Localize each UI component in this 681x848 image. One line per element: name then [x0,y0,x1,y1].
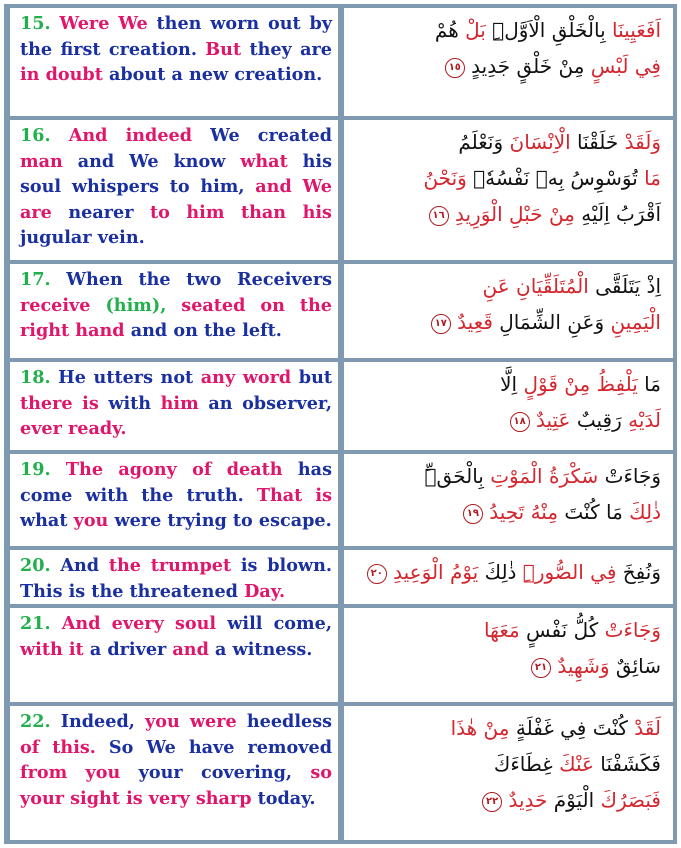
translation-segment: the trumpet [108,555,241,576]
arabic-segment: لَدَيْهِ [621,408,661,432]
translation-segment: And every soul [50,613,228,634]
arabic-verse-cell [344,550,673,604]
english-translation-cell [10,362,338,450]
english-translation-text [20,553,332,604]
arabic-segment: مَا [637,166,661,190]
translation-segment: then worn out by the first creation. [20,13,332,60]
verse-row [4,260,677,358]
arabic-verse-cell [344,362,673,450]
english-translation-cell [10,120,338,260]
translation-segment: seated on the [181,294,332,316]
translation-segment: your covering, [138,762,311,784]
translation-segment: a witness. [215,638,313,660]
arabic-verse-cell [344,120,673,260]
translation-segment: about a new creation. [108,64,323,86]
arabic-segment: اَفَعَيِينَا [605,18,661,42]
translation-segment: Were We [50,13,157,34]
translation-segment: So We have removed [108,736,332,758]
translation-segment: what [240,150,303,172]
translation-segment: ever ready. [20,418,127,440]
arabic-segment: مِنْهُ تَحِيدُ [489,500,559,524]
translation-segment: But [205,38,250,60]
english-translation-cell [10,454,338,546]
translation-segment: a driver [89,638,173,660]
translation-segment: man [20,150,78,172]
ayah-number-marker: ١٩ [463,504,483,524]
arabic-segment: لَقَدْ [627,716,661,740]
verse-row [4,702,677,844]
verse-row [4,546,677,604]
arabic-segment: مَعَهَا [484,618,520,642]
translation-segment: And indeed [50,125,211,146]
translation-segment: but [298,367,332,388]
arabic-line [354,196,661,232]
verse-number: 22. [20,711,51,732]
arabic-segment: وَعَنِ الشِّمَالِ [492,310,605,334]
arabic-segment: يَلْفِظُ [590,372,638,396]
translation-segment: were trying to escape. [114,510,332,532]
arabic-line [354,782,661,818]
arabic-line [354,648,661,684]
verse-row [4,116,677,260]
translation-segment: and We know [77,150,241,172]
arabic-line [354,12,661,48]
translation-segment: We created [210,125,333,146]
translation-segment: When the two Receivers [50,269,332,290]
english-translation-text [20,123,332,251]
arabic-segment: كُلُّ نَفْسٍ [519,618,599,642]
arabic-segment: مَا كُنْتَ [558,500,623,524]
arabic-segment: حَدِيدٌ [508,788,548,812]
arabic-segment: قَعِيدٌ [457,310,493,334]
english-translation-text [20,365,332,442]
translation-segment: with it [20,638,90,660]
arabic-line [354,366,661,402]
translation-segment: of this. [20,736,109,758]
ayah-number-marker: ١٨ [510,412,530,432]
arabic-verse-cell [344,454,673,546]
arabic-segment: فَكَشَفْنَا [593,752,661,776]
translation-segment: than his [240,201,332,223]
arabic-segment: وَنَحْنُ [423,166,467,190]
ayah-number-marker: ١٦ [429,206,449,226]
translation-segment: (him), [105,294,182,316]
arabic-segment: الْمُتَلَقِّيَانِ عَنِ [482,274,589,298]
arabic-segment: وَشَهِيدٌ [557,654,610,678]
arabic-line [354,554,661,590]
ayah-number-marker: ٢١ [531,658,551,678]
arabic-segment: تُوَسْوِسُ بِهٖ نَفْسُهٗۚ [466,166,638,190]
arabic-segment: هُمْ [434,18,459,42]
translation-segment: today. [257,787,316,809]
translation-segment: so your sight is very sharp [20,762,332,809]
arabic-verse-cell [344,264,673,358]
arabic-line [354,746,661,782]
arabic-segment: الْاِنْسَانَ [503,130,571,154]
translation-segment: him [160,392,209,414]
arabic-segment: سَائِقٌ [609,654,661,678]
translation-segment: there is [20,392,109,414]
arabic-segment: وَنَعْلَمُ [458,130,504,154]
arabic-segment: اِذْ يَتَلَقَّى [588,274,661,298]
arabic-line [354,268,661,304]
english-translation-text [20,11,332,88]
english-translation-cell [10,264,338,358]
english-translation-text [20,267,332,344]
translation-segment: will come, [227,613,332,634]
translation-segment: And [50,555,109,576]
arabic-segment: وَجَاءَتْ [598,464,661,488]
verse-row [4,604,677,702]
arabic-line [354,494,661,530]
arabic-line [354,710,661,746]
arabic-segment: فِي الصُّورِۜ [516,560,617,584]
translation-segment: That is [256,484,333,506]
arabic-line [354,612,661,648]
arabic-segment: وَلَقَدْ [618,130,661,154]
translation-segment: He utters not [50,367,201,388]
arabic-line [354,124,661,160]
translation-segment: Day. [244,580,286,602]
arabic-segment: بِالْخَلْقِ الْاَوَّلِۜ [485,18,606,42]
arabic-line [354,304,661,340]
arabic-segment: الْيَوْمَ [547,788,595,812]
translation-segment: has come with the truth. [20,459,332,506]
verse-row [4,358,677,450]
ayah-number-marker: ١٥ [445,58,465,78]
verse-number: 20. [20,555,51,576]
translation-segment: heedless [246,711,333,732]
arabic-line [354,160,661,196]
arabic-segment: ذٰلِكَ [622,500,661,524]
verse-number: 21. [20,613,51,634]
arabic-segment: غِطَاءَكَ [493,752,553,776]
translation-segment: and We are [20,176,332,223]
arabic-segment: عَنْكَ [552,752,594,776]
translation-segment: from you [20,762,139,784]
arabic-segment: مِنْ حَبْلِ الْوَرِيدِ [454,202,575,226]
arabic-segment: كُنْتَ فِي غَفْلَةٍ [509,716,628,740]
arabic-segment: بِالْحَقِّۜ [424,464,484,488]
translation-segment: jugular vein. [20,227,145,249]
translation-segment: and on the left. [130,320,282,342]
arabic-segment: مِنْ هٰذَا [450,716,510,740]
arabic-verse-cell [344,608,673,702]
arabic-segment: فَبَصَرُكَ [594,788,661,812]
arabic-segment: يَوْمُ الْوَعِيدِ [393,560,479,584]
arabic-verse-cell [344,8,673,116]
arabic-line [354,402,661,438]
verse-row [4,450,677,546]
arabic-segment: سَكْرَةُ الْمَوْتِ [483,464,599,488]
translation-segment: to him [150,201,241,223]
arabic-segment: ذٰلِكَ [478,560,517,584]
english-translation-cell [10,8,338,116]
arabic-segment: مِنْ خَلْقٍ جَدِيدٍ [471,54,585,78]
translation-segment: what [20,510,74,532]
english-translation-cell [10,550,338,604]
translation-segment: Indeed, [50,711,146,732]
arabic-segment: رَقِيبٌ [570,408,622,432]
translation-segment: they are [249,38,332,60]
translation-segment: The agony of [50,459,227,480]
ayah-number-marker: ١٧ [431,314,451,334]
arabic-line [354,48,661,84]
arabic-segment: اِلَّا [500,372,518,396]
translation-segment: you [73,510,115,532]
arabic-segment: وَجَاءَتْ [598,618,661,642]
arabic-segment: الْيَمِينِ [604,310,661,334]
english-translation-text [20,457,332,534]
verse-number: 15. [20,13,51,34]
verse-number: 17. [20,269,51,290]
translation-segment: an observer, [208,392,333,414]
arabic-segment: اَقْرَبُ اِلَيْهِ [574,202,661,226]
english-translation-cell [10,608,338,702]
arabic-segment: بَلْ [458,18,486,42]
ayah-number-marker: ٢٢ [482,792,502,812]
translation-segment: death [226,459,298,480]
translation-segment: nearer [68,201,150,223]
ayah-number-marker: ٢٠ [367,564,387,584]
translation-segment: were [189,711,247,732]
arabic-segment: فِي لَبْسٍ [584,54,661,78]
verse-number: 19. [20,459,51,480]
arabic-segment: خَلَقْنَا [570,130,619,154]
arabic-segment: عَتِيدٌ [535,408,571,432]
english-translation-cell [10,706,338,840]
english-translation-text [20,709,332,811]
arabic-segment: مِنْ قَوْلٍ [517,372,591,396]
arabic-verse-cell [344,706,673,840]
translation-segment: with [108,392,161,414]
verse-number: 16. [20,125,51,146]
translation-segment: receive [20,294,106,316]
translation-segment: you [145,711,190,732]
translation-segment: his soul whispers to him, [20,150,332,198]
arabic-segment: وَنُفِخَ [616,560,661,584]
translation-segment: any word [200,367,299,388]
verse-row [4,4,677,116]
translation-segment: right hand [20,320,131,342]
verse-table [4,4,677,844]
english-translation-text [20,611,332,662]
verse-number: 18. [20,367,51,388]
translation-segment: in doubt [20,64,109,86]
translation-segment: is blown. This is the threatened [20,555,332,602]
arabic-segment: مَا [637,372,661,396]
arabic-line [354,458,661,494]
translation-segment: and [172,638,216,660]
